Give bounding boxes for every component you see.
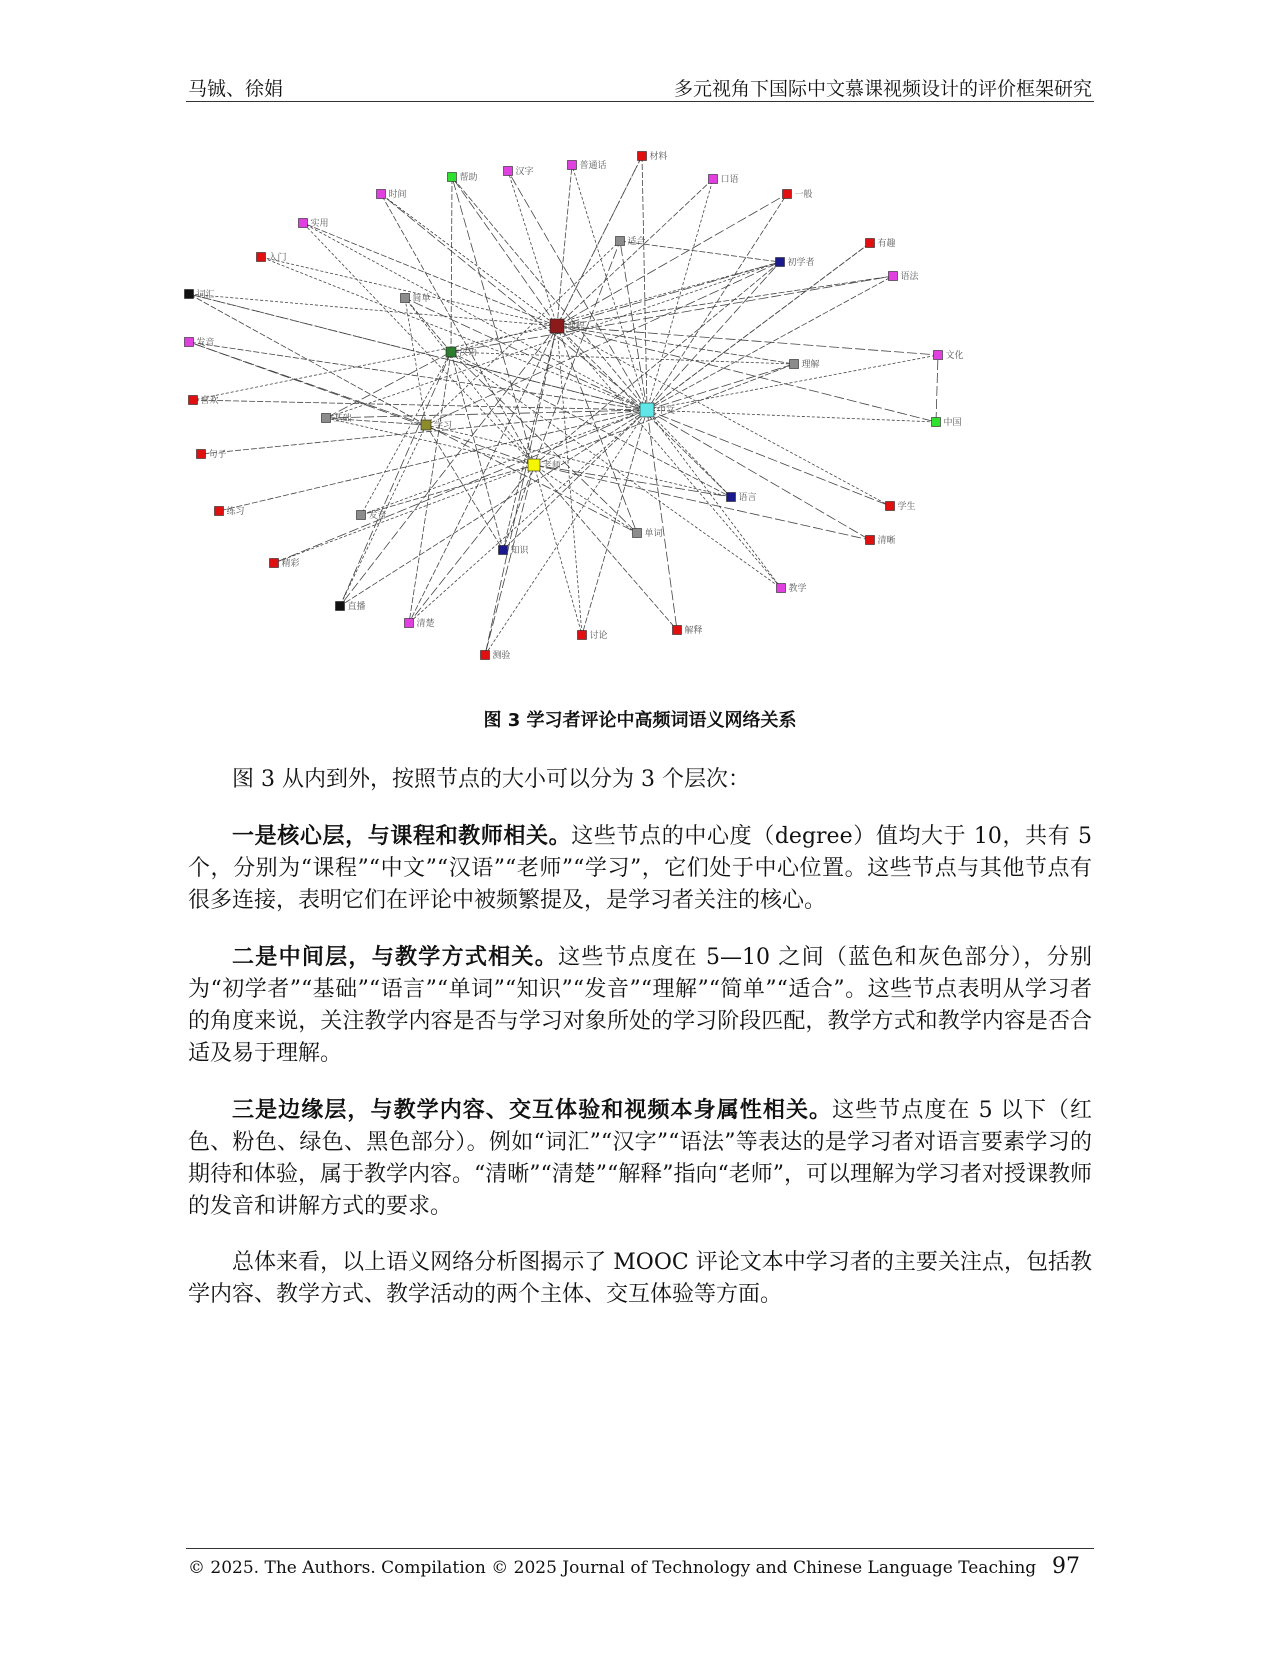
node-label: 单词 xyxy=(644,529,663,539)
network-edge xyxy=(644,410,870,540)
network-edge xyxy=(485,465,534,655)
node-marker xyxy=(638,152,647,161)
node-marker xyxy=(504,167,513,176)
node-label: 口语 xyxy=(720,175,739,185)
node-label: 教学 xyxy=(788,584,807,594)
body-text xyxy=(188,764,1092,1335)
network-edge xyxy=(582,410,647,635)
edge-layer-heading: 三是边缘层，与教学内容、交互体验和视频本身属性相关。 xyxy=(232,1097,833,1123)
network-node xyxy=(568,159,607,171)
network-node xyxy=(727,491,757,503)
node-marker xyxy=(528,459,540,471)
network-node xyxy=(934,349,964,361)
network-node xyxy=(616,235,646,247)
network-edge xyxy=(426,241,620,425)
edge-layer-text: 这些节点度在 5 以下（红色、粉色、绿色、黑色部分）。例如“词汇”“汉字”“语法”等表达的是学习者对语言要素学习的期待和体验，属于教学内容。“清晰”“清楚”“解释”指向“老师”，可以理解为学习者对授课教师的发音和讲解方式的要求。 xyxy=(188,1098,1093,1219)
header-running-title: 多元视角下国际中文慕课视频设计的评价框架研究 xyxy=(673,78,1092,100)
network-edge xyxy=(189,294,426,425)
node-label: 普通话 xyxy=(579,161,607,171)
network-edge xyxy=(303,223,647,410)
node-marker xyxy=(405,619,414,628)
node-marker xyxy=(401,294,410,303)
node-marker xyxy=(934,351,943,360)
node-label: 学生 xyxy=(897,502,916,512)
network-edges xyxy=(189,156,938,655)
paragraph-middle-layer xyxy=(188,941,1092,1070)
node-label: 课程 xyxy=(567,322,586,332)
node-label: 时间 xyxy=(388,190,407,200)
node-marker xyxy=(185,290,194,299)
network-node xyxy=(550,319,585,333)
network-node xyxy=(185,288,215,300)
node-label: 材料 xyxy=(649,152,668,162)
network-node xyxy=(578,629,608,641)
node-marker xyxy=(886,502,895,511)
network-edge xyxy=(647,262,780,410)
network-edge xyxy=(452,177,557,326)
network-edge xyxy=(647,410,936,422)
network-node xyxy=(448,171,478,183)
node-marker xyxy=(777,584,786,593)
node-label: 发音 xyxy=(368,511,387,521)
node-marker xyxy=(446,347,456,357)
network-edge xyxy=(405,298,426,425)
node-marker xyxy=(616,237,625,246)
network-edge xyxy=(534,465,870,540)
node-marker xyxy=(633,529,642,538)
node-label: 喜欢 xyxy=(200,396,219,406)
network-node xyxy=(528,459,561,471)
figure-caption: 图 3 学习者评论中高频词语义网络关系 xyxy=(483,710,797,731)
network-node xyxy=(405,617,435,629)
node-marker xyxy=(499,546,508,555)
network-node xyxy=(886,500,916,512)
network-edge xyxy=(189,342,426,425)
node-label: 汉字 xyxy=(515,167,534,177)
node-label: 直播 xyxy=(347,602,366,612)
network-edge xyxy=(534,465,731,497)
network-edge xyxy=(409,352,451,623)
middle-layer-text: 这些节点度在 5—10 之间（蓝色和灰色部分），分别为“初学者”“基础”“语言”“单词”“知识”“发音”“理解”“简单”“适合”。这些节点表明从学习者的角度来说，关注教学内容是否与学习对象所处的学习阶段匹配，教学方式和教学内容是否合适及易于理解。 xyxy=(188,945,1092,1066)
node-label: 语法 xyxy=(900,272,919,282)
node-marker xyxy=(783,190,792,199)
network-edge xyxy=(326,262,780,418)
network-edge xyxy=(503,465,534,550)
header-rule xyxy=(186,101,1094,102)
network-edge xyxy=(303,223,557,326)
semantic-network-figure xyxy=(180,150,1080,710)
network-node xyxy=(866,534,896,546)
node-label: 入门 xyxy=(268,253,287,263)
paragraph-intro: 图 3 从内到外，按照节点的大小可以分为 3 个层次： xyxy=(232,767,750,792)
node-marker xyxy=(709,175,718,184)
network-node xyxy=(790,358,820,370)
node-marker xyxy=(257,253,266,262)
node-marker xyxy=(866,239,875,248)
network-node xyxy=(322,412,352,424)
network-node xyxy=(633,527,663,539)
node-marker xyxy=(421,420,431,430)
node-label: 测验 xyxy=(492,651,511,661)
node-label: 中国 xyxy=(943,418,962,428)
network-edge xyxy=(452,177,647,410)
node-marker xyxy=(550,319,564,333)
network-edge xyxy=(557,165,572,326)
network-node xyxy=(673,624,703,636)
network-node xyxy=(215,505,245,517)
network-edge xyxy=(381,194,557,326)
paragraph-summary: 总体来看，以上语义网络分析图揭示了 MOOC 评论文本中学习者的主要关注点，包括教学内容、教学方式、教学活动的两个主体、交互体验等方面。 xyxy=(188,1250,1092,1307)
network-node xyxy=(257,251,287,263)
network-edge xyxy=(274,465,534,563)
node-label: 适合 xyxy=(627,237,646,247)
network-node xyxy=(336,600,366,612)
network-node xyxy=(197,448,227,460)
node-marker xyxy=(932,418,941,427)
network-edge xyxy=(219,410,647,511)
node-label: 理解 xyxy=(801,360,820,370)
network-node xyxy=(270,557,300,569)
node-marker xyxy=(727,493,736,502)
footer-rule xyxy=(186,1548,1094,1549)
network-node xyxy=(783,188,813,200)
footer-copyright: © 2025. The Authors. Compilation © 2025 Journal of Technology and Chinese Language Teaching xyxy=(188,1558,1037,1578)
network-node xyxy=(401,292,431,304)
network-edge xyxy=(189,294,557,326)
network-edge xyxy=(644,410,677,630)
network-node xyxy=(889,270,920,282)
paragraph-edge-layer xyxy=(188,1094,1092,1223)
node-marker xyxy=(776,258,785,267)
node-label: 讨论 xyxy=(589,631,608,641)
network-edge xyxy=(534,465,582,635)
header-authors: 马铖、徐娟 xyxy=(188,78,284,100)
node-marker xyxy=(673,626,682,635)
network-node xyxy=(481,649,511,661)
node-marker xyxy=(377,190,386,199)
node-label: 清晰 xyxy=(877,536,896,546)
network-edge xyxy=(557,326,781,588)
network-node xyxy=(866,237,896,249)
network-node xyxy=(446,347,477,358)
node-marker xyxy=(197,450,206,459)
network-edge xyxy=(261,257,647,410)
network-node xyxy=(185,336,215,348)
network-node xyxy=(421,419,452,431)
network-edge xyxy=(405,298,647,410)
node-label: 解释 xyxy=(684,626,703,636)
middle-layer-heading: 二是中间层，与教学方式相关。 xyxy=(232,944,559,970)
node-marker xyxy=(448,173,457,182)
network-edge xyxy=(405,298,451,352)
node-marker xyxy=(189,396,198,405)
node-marker xyxy=(790,360,799,369)
network-edge xyxy=(451,276,893,352)
node-label: 语言 xyxy=(738,493,757,503)
node-label: 词汇 xyxy=(196,290,215,300)
node-marker xyxy=(299,219,308,228)
node-label: 中文 xyxy=(657,406,676,416)
network-edge xyxy=(452,177,534,465)
network-edge xyxy=(340,352,451,606)
network-edge xyxy=(557,262,780,326)
network-node xyxy=(357,509,387,521)
node-marker xyxy=(640,403,654,417)
network-edge xyxy=(647,194,787,410)
network-edge xyxy=(426,425,731,497)
network-nodes xyxy=(185,150,964,661)
network-edge xyxy=(647,410,731,497)
network-edge xyxy=(451,262,780,352)
node-marker xyxy=(866,536,875,545)
core-layer-text: 这些节点的中心度（degree）值均大于 10，共有 5 个，分别为“课程”“中文”“汉语”“老师”“学习”，它们处于中心位置。这些节点与其他节点有很多连接，表明它们在评论中被频繁提及，是学习者关注的核心。 xyxy=(188,824,1092,913)
network-edge xyxy=(647,276,893,410)
node-label: 汉语 xyxy=(459,348,478,358)
node-marker xyxy=(481,651,490,660)
node-marker xyxy=(336,602,345,611)
network-edge xyxy=(647,179,713,410)
node-label: 文化 xyxy=(945,351,964,361)
network-edge xyxy=(426,425,503,550)
node-label: 学习 xyxy=(434,421,453,431)
network-edge xyxy=(534,262,780,465)
network-edge xyxy=(936,355,938,422)
node-marker xyxy=(270,559,279,568)
node-marker xyxy=(578,631,587,640)
network-edge xyxy=(557,194,787,326)
node-label: 有趣 xyxy=(877,239,896,249)
network-edge xyxy=(381,194,534,465)
node-marker xyxy=(185,338,194,347)
page-number: 97 xyxy=(1052,1554,1080,1579)
network-edge xyxy=(572,165,647,410)
node-label: 老师 xyxy=(543,461,562,471)
node-label: 基础 xyxy=(333,414,352,424)
network-node xyxy=(377,188,407,200)
network-node xyxy=(638,150,668,162)
node-label: 知识 xyxy=(510,546,529,556)
node-label: 发音 xyxy=(196,338,215,348)
network-node xyxy=(776,256,815,268)
node-label: 一般 xyxy=(794,190,813,200)
node-label: 句子 xyxy=(208,450,227,460)
network-node xyxy=(189,394,219,406)
network-edge xyxy=(451,177,452,352)
node-label: 实用 xyxy=(310,219,329,229)
node-label: 简单 xyxy=(412,294,431,304)
network-node xyxy=(932,416,962,428)
node-label: 初学者 xyxy=(787,258,815,268)
network-node xyxy=(504,165,534,177)
network-node xyxy=(499,544,530,556)
node-marker xyxy=(322,414,331,423)
network-edge xyxy=(485,410,647,655)
node-label: 帮助 xyxy=(459,173,478,183)
network-edge xyxy=(557,276,893,326)
node-label: 清楚 xyxy=(416,619,435,629)
network-edge xyxy=(193,400,647,410)
node-marker xyxy=(215,507,224,516)
network-edge xyxy=(326,352,451,418)
node-marker xyxy=(568,161,577,170)
network-node xyxy=(299,217,329,229)
network-node xyxy=(777,582,807,594)
network-edge xyxy=(451,352,731,497)
node-label: 精彩 xyxy=(281,559,300,569)
node-label: 练习 xyxy=(226,507,245,517)
core-layer-heading: 一是核心层，与课程和教师相关。 xyxy=(232,823,572,849)
network-node xyxy=(709,174,739,185)
network-edge xyxy=(508,171,647,410)
network-edge xyxy=(534,465,677,630)
network-edge xyxy=(361,410,647,515)
network-edge xyxy=(409,326,557,623)
node-marker xyxy=(889,272,898,281)
network-node xyxy=(640,403,675,417)
paragraph-core-layer xyxy=(188,820,1092,917)
node-marker xyxy=(357,511,366,520)
